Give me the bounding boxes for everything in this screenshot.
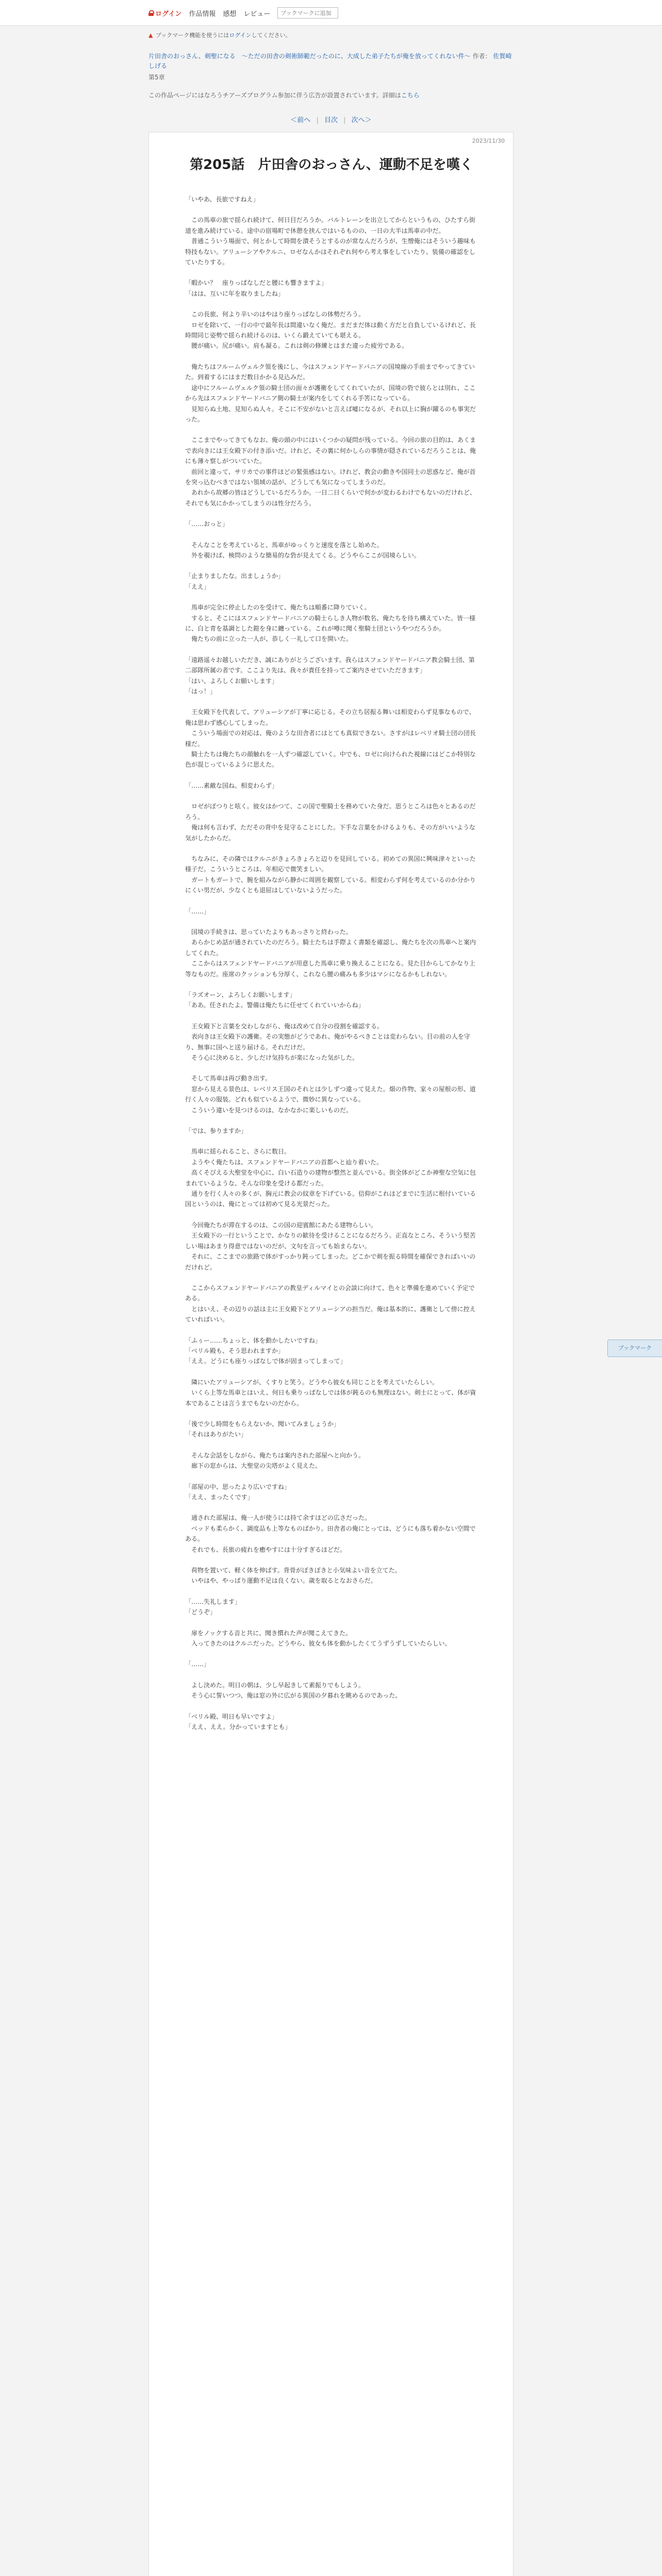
alert-login-link[interactable]: ログイン (229, 32, 252, 39)
body-paragraph: 「遠路遥々お越しいただき、誠にありがとうございます。我らはスフェンドヤードバニア教会騎士団、第二部隊所属の者です。ここより先は、我々が責任を持ってご案内させていただきます」 「はい、よろしくお願いします」 「はっ！」 (185, 656, 475, 696)
body-paragraph: ここからスフェンドヤードバニアの教皇ディルマイとの会談に向けて、色々と準備を進めていく予定である。 とはいえ、その辺りの話は主に王女殿下とアリューシアの担当だ。俺は基本的に、護衛として傍に控えていればいい。 (185, 1284, 476, 1324)
top-header (0, 0, 662, 26)
body-paragraph: 「ラズオーン、よろしくお願いします」 「ああ。任されたよ。警備は俺たちに任せてくれていいからね」 (185, 991, 365, 1009)
pager-separator: | (343, 116, 346, 124)
novel-body (185, 194, 478, 2576)
body-paragraph: 俺たちはフルームヴェルク領を後にし、今はスフェンドヤードバニアの国境線の手前までやってきていた。到着するにはまだ数日かかる見込みだ。 途中にフルームヴェルク領の騎士団の面々が護衛をしてくれていたが、国境の砦で彼らとは別れ、ここから先はスフェンドヤードバニア側の騎士が案内をしてくれる手筈になっている。 見知らぬ土地、見知らぬ人々。そこに不安がないと言えば嘘になるが、それ以上に胸が躍るのも事実だった。 (185, 363, 476, 423)
ad-notice-link[interactable]: こちら (401, 92, 420, 99)
bookmark-float-button[interactable]: ブックマーク (607, 1340, 662, 1357)
next-link[interactable]: 次へ＞ (351, 116, 372, 124)
nav-work-info[interactable]: 作品情報 (189, 10, 216, 18)
body-paragraph: ここまでやってきてもなお、俺の頭の中にはいくつかの疑問が残っている。今回の旅の目的は、あくまで表向きには王女殿下の付き添いだ。けれど、その裏に何かしらの事情が隠されているだろうことは、俺にも薄々察しがついていた。 前回と違って、サリカでの事件ほどの緊張感はない。けれど、教会の動きや国同士の思惑など、俺が首を突っ込むべきではない領域の話が、どうしても気になってしまうのだ。 あれから故郷の皆はどうしているだろうか。一日二日くらいで何かが変わるわけでもないのだけれど、それでも気にかかってしまうのは性分だろう。 (185, 436, 476, 507)
bookmark-add-input[interactable] (277, 7, 338, 19)
prev-link[interactable]: ＜前へ (290, 116, 311, 124)
episode-title: 第205話 片田舎のおっさん、運動不足を嘆く (190, 157, 473, 173)
chapter-label: 第5章 (148, 74, 165, 81)
pager-top (0, 114, 662, 124)
body-paragraph: そんなことを考えていると、馬車がゆっくりと速度を落とし始めた。 外を覗けば、検問のような簡易的な砦が見えてくる。どうやらここが国境らしい。 (185, 541, 421, 559)
body-paragraph: 「部屋の中、思ったより広いですね」 「ええ、まったくです」 (185, 1483, 291, 1501)
nav-impressions[interactable]: 感想 (223, 10, 237, 18)
body-paragraph: 「……素敵な国ね。相変わらず」 (185, 782, 278, 789)
body-paragraph: 馬車が完全に停止したのを受けて、俺たちは順番に降りていく。 すると、そこにはスフェンドヤードバニアの騎士らしき人物が数名、俺たちを待ち構えていた。皆一様に、白と青を基調とした鎧を身に纏っている。これが噂に聞く聖騎士団というやつだろうか。 俺たちの前に立った一人が、恭しく一礼して口を開いた。 (185, 604, 476, 643)
body-paragraph: 国境の手続きは、思っていたよりもあっさりと終わった。 あらかじめ話が通されていたのだろう。騎士たちは手際よく書類を確認し、俺たちを次の馬車へと案内してくれた。 ここからはスフェンドヤードバニアが用意した馬車に乗り換えることになる。見た目からしてかなり上等なものだ。座席のクッションも分厚く、これなら腰の痛みも多少はマシになるかもしれない。 (185, 928, 476, 978)
body-paragraph: よし決めた。明日の朝は、少し早起きして素振りでもしよう。 そう心に誓いつつ、俺は窓の外に広がる異国の夕暮れを眺めるのであった。 (185, 1681, 402, 1700)
body-paragraph: 荷物を置いて、軽く体を伸ばす。背骨がぽきぽきと小気味よい音を立てた。 いやはや、やっぱり運動不足は良くない。歳を取るとなおさらだ。 (185, 1567, 401, 1585)
warning-icon: ▲ (148, 32, 153, 39)
body-paragraph: 「では、参りますか」 (185, 1127, 247, 1135)
header-nav (148, 6, 514, 20)
body-paragraph: 「後で少し時間をもらえないか、聞いてみましょうか」 「それはありがたい」 (185, 1420, 340, 1438)
alert-suffix: してください。 (251, 32, 291, 39)
body-paragraph: 「ふぅー……ちょっと、体を動かしたいですね」 「ベリル殿も、そう思われますか」 「ええ。どうにも座りっぱなしで体が固まってしまって」 (185, 1336, 346, 1365)
body-paragraph: この長旅、何より辛いのはやはり座りっぱなしの体勢だろう。 ロゼを除いて、一行の中で最年長は間違いなく俺だ。まだまだ体は動く方だと自負しているけれど、長時間同じ姿勢で揺られ続けるのは、いくら鍛えていても堪える。 腰が痛い。尻が痛い。肩も凝る。これは剣の修練とはまた違った疲労である。 (185, 311, 476, 350)
ad-notice (148, 91, 514, 99)
body-paragraph: 「……」 (185, 907, 210, 915)
lock-icon (148, 10, 154, 16)
ad-notice-text: この作品ページにはなろうチアーズプログラム参加に伴う広告が設置されています。詳細は (148, 92, 401, 99)
alert-text: ブックマーク機能を使うには (155, 32, 229, 39)
body-paragraph: 「止まりましたな。出ましょうか」 「ええ」 (185, 572, 285, 590)
body-paragraph: 「……失礼します」 「どうぞ」 (185, 1598, 241, 1616)
body-paragraph: 王女殿下と言葉を交わしながら、俺は改めて自分の役割を確認する。 表向きは王女殿下の護衛。その実態がどうであれ、俺がやるべきことは変わらない。目の前の人を守り、無事に国へと送り届ける。それだけだ。 そう心に決めると、少しだけ気持ちが楽になった気がした。 (185, 1022, 470, 1061)
novel-title-link[interactable]: 片田舎のおっさん、剣聖になる ～ただの田舎の剣術師範だったのに、大成した弟子たちが俺を放ってくれない件～ (148, 53, 471, 60)
body-paragraph: そして馬車は再び動き出す。 窓から見える景色は、レベリス王国のそれとは少しずつ違って見えた。畑の作物、家々の屋根の形、道行く人々の服装。どれも似ているようで、微妙に異なっている。 こういう違いを見つけるのは、なかなかに楽しいものだ。 (185, 1075, 476, 1114)
body-paragraph: 「……おっと」 (185, 520, 229, 528)
body-paragraph: そんな会話をしながら、俺たちは案内された部屋へと向かう。 廊下の窓からは、大聖堂の尖塔がよく見えた。 (185, 1451, 365, 1470)
toc-link[interactable]: 目次 (324, 116, 338, 124)
episode-content (148, 132, 514, 2576)
author-link[interactable]: 佐賀崎しげる (148, 53, 512, 70)
body-paragraph: 「ベリル殿、明日も早いですよ」 「ええ、ええ。分かっていますとも」 (185, 1713, 291, 1731)
body-paragraph: 通された部屋は、俺一人が使うには持て余すほどの広さだった。 ベッドも柔らかく、調度品も上等なものばかり。田舎者の俺にとっては、どうにも落ち着かない空間である。 それでも、長旅の疲れを癒やすには十分すぎるほどだ。 (185, 1514, 476, 1553)
login-label: ログイン (155, 10, 182, 18)
body-paragraph: 「いやあ、長旅ですねえ」 (185, 196, 259, 203)
breadcrumb (148, 52, 514, 71)
body-paragraph: ロゼがぽつりと呟く。彼女はかつて、この国で聖騎士を務めていた身だ。思うところは色々とあるのだろう。 俺は何も言わず、ただその背中を見守ることにした。下手な言葉をかけるよりも、その方がいいような気がしたからだ。 (185, 803, 476, 842)
login-alert (148, 31, 514, 40)
body-paragraph: 今回俺たちが滞在するのは、この国の迎賓館にあたる建物らしい。 王女殿下の一行ということで、かなりの歓待を受けることになるだろう。正直なところ、そういう堅苦しい場はあまり得意ではないのだが、文句を言っても始まらない。 それに、ここまでの旅路で体がすっかり鈍ってしまった。どこかで剣を振る時間を確保できればいいのだけれど。 (185, 1221, 476, 1271)
body-paragraph: 扉をノックする音と共に、聞き慣れた声が聞こえてきた。 入ってきたのはクルニだった。どうやら、彼女も体を動かしたくてうずうずしていたらしい。 (185, 1629, 451, 1648)
body-paragraph: 「暇かい？ 座りっぱなしだと腰にも響きますよ」 「はは、互いに年を取りましたね」 (185, 279, 328, 297)
nav-review[interactable]: レビュー (243, 10, 271, 18)
body-paragraph: 隣にいたアリューシアが、くすりと笑う。どうやら彼女も同じことを考えていたらしい。 いくら上等な馬車とはいえ、何日も乗りっぱなしでは体が鈍るのも無理はない。剣士にとって、体が資本であることは言うまでもないのだから。 (185, 1378, 476, 1407)
login-link[interactable] (148, 8, 181, 18)
body-paragraph: 馬車に揺られること、さらに数日。 ようやく俺たちは、スフェンドヤードバニアの首都へと辿り着いた。 高くそびえる大聖堂を中心に、白い石造りの建物が整然と並んでいる。街全体がどこか神聖な空気に包まれているような、そんな印象を受ける都だった。 通りを行く人々の多くが、胸元に教会の紋章を下げている。信仰がこれほどまでに生活に根付いている国というのは、俺にとっては初めて見る光景だった。 (185, 1148, 476, 1208)
pager-separator: | (316, 116, 319, 124)
body-paragraph: ちなみに、その隣ではクルニがきょろきょろと辺りを見回している。初めての異国に興味津々といった様子だ。こういうところは、年相応で微笑ましい。 ガートもガートで、腕を組みながら静かに周囲を観察している。相変わらず何を考えているのか分かりにくい男だが、少なくとも退屈はしていないようだった。 (185, 855, 476, 894)
body-paragraph: 王女殿下を代表して、アリューシアが丁寧に応じる。その立ち居振る舞いは相変わらず見事なもので、俺は思わず感心してしまった。 こういう場面での対応は、俺のような田舎者にはとても真似できない。さすがはレベリオ騎士団の団長様だ。 騎士たちは俺たちの顔触れを一人ずつ確認していく。中でも、ロゼに向けられた視線にはどこか特別な色が混じっているように思えた。 (185, 708, 476, 769)
body-paragraph: この馬車の旅で揺られ続けて、何日目だろうか。バルトレーンを出立してからというもの、ひたすら街道を進み続けている。途中の宿場町で休憩を挟んではいるものの、一日の大半は馬車の中だ。 普通こういう場面で、何とかして時間を潰そうとするのが常なんだろうが、生憎俺にはそういう趣味も特技もない。アリューシアやクルニ、ロゼなんかはそれぞれ何やら考え事をしていたり、装備の確認をしていたりする。 (185, 216, 476, 266)
author-prefix: 作者： (472, 53, 491, 60)
publish-date: 2023/11/30 (472, 138, 505, 144)
body-paragraph: 「……」 (185, 1660, 210, 1668)
